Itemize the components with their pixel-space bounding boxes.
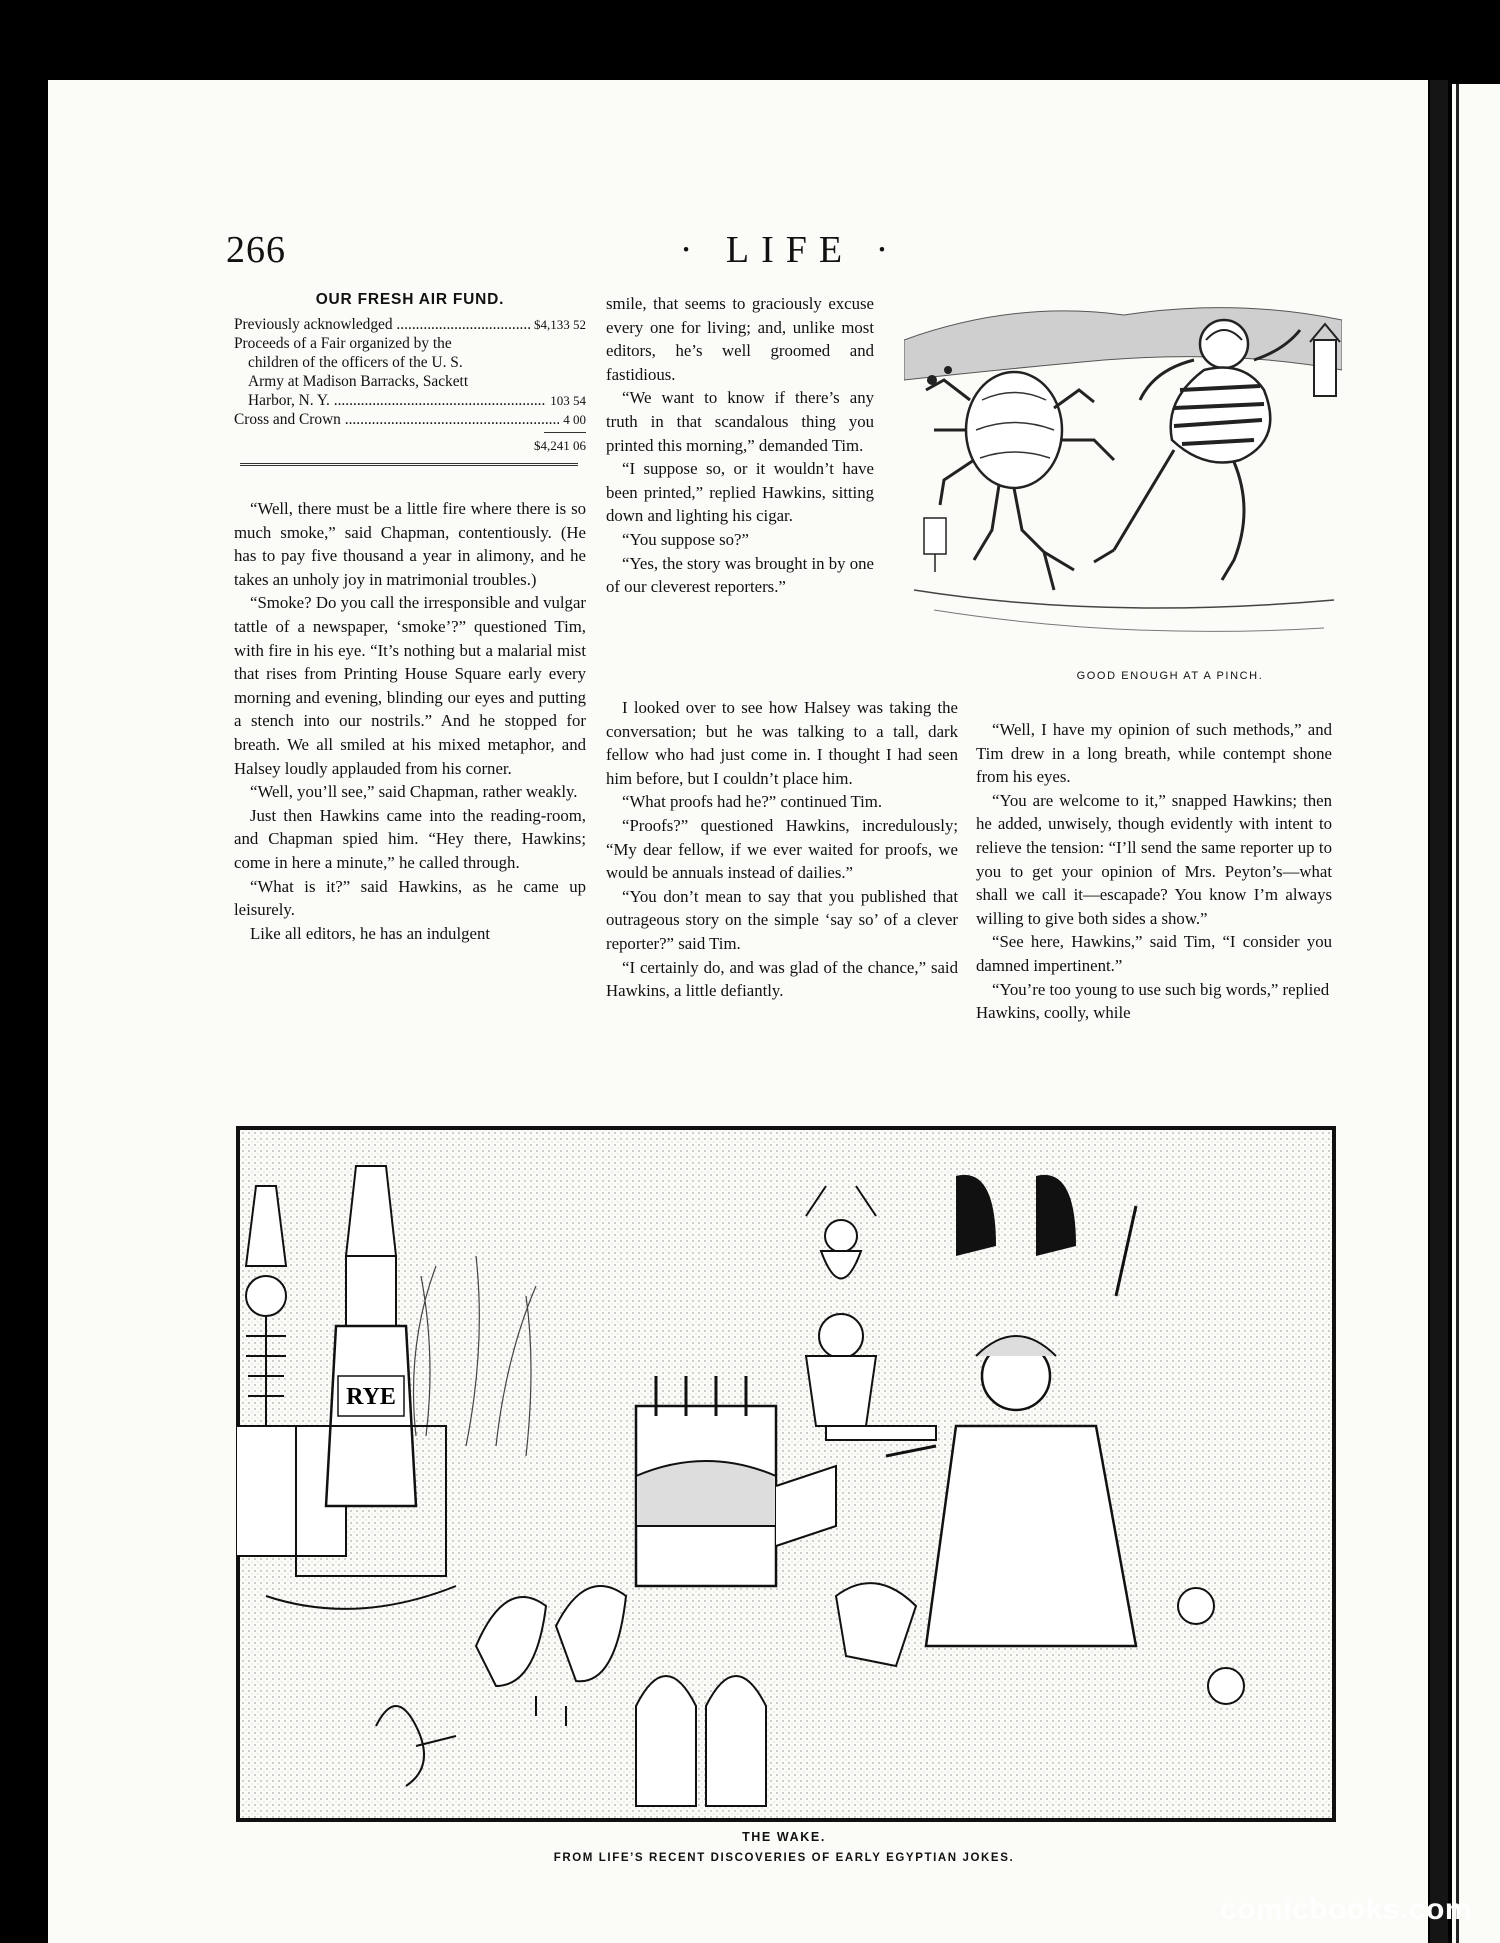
paragraph: “We want to know if there’s any truth in that scandalous thing you printed this morning,” demanded Tim. <box>606 388 874 455</box>
paragraph: “Well, there must be a little fire where there is so much smoke,” said Chapman, contentiously. (He has to pay five thousand a year in alimony, and he takes an unholy joy in matrimonial troubles.) <box>234 499 586 589</box>
paragraph: smile, that seems to graciously excuse every one for living; and, unlike most editors, he’s well groomed and fastidious. <box>606 294 874 384</box>
bottle-label: RYE <box>346 1384 396 1410</box>
bottom-illustration-caption: THE WAKE. <box>742 1830 826 1844</box>
paragraph: “See here, Hawkins,” said Tim, “I consider you damned impertinent.” <box>976 932 1332 975</box>
crab <box>926 366 1114 590</box>
paragraph: I looked over to see how Halsey was taking the conversation; but he was talking to a tall, dark fellow who had just come in. I thought I had seen him before, but I couldn’t place him. <box>606 698 958 788</box>
fund-row <box>234 410 586 429</box>
fund-row-label: Previously acknowledged ..... <box>234 315 530 334</box>
paragraph: Like all editors, he has an indulgent <box>250 923 491 943</box>
fund-row-label: Proceeds of a Fair organized by the <box>234 335 452 352</box>
paragraph: “Well, I have my opinion of such methods,” and Tim drew in a long breath, while contempt shone from his eyes. <box>976 720 1332 787</box>
fund-row <box>234 372 586 391</box>
text-column-3 <box>976 718 1332 1025</box>
fund-title: OUR FRESH AIR FUND. <box>315 291 505 308</box>
top-illustration-caption: GOOD ENOUGH AT A PINCH. <box>1076 670 1264 682</box>
paragraph: Just then Hawkins came into the reading-room, and Chapman spied him. “Hey there, Hawkins; come in here a minute,” he called through. <box>234 805 586 872</box>
paragraph: “Well, you’ll see,” said Chapman, rather weakly. <box>250 782 578 802</box>
double-rule <box>240 463 578 466</box>
text-column-2-lower <box>606 696 958 1003</box>
bottom-illustration-subcaption: FROM LIFE’S RECENT DISCOVERIES OF EARLY EGYPTIAN JOKES. <box>553 1852 1015 1864</box>
fund-row <box>234 334 586 353</box>
fund-row-label: Harbor, N. Y. ..... <box>248 391 546 410</box>
fund-row-label: Cross and Crown ..... <box>234 410 559 429</box>
paragraph: “I suppose so, or it wouldn’t have been printed,” replied Hawkins, sitting down and lighting his cigar. <box>606 459 874 526</box>
paragraph: “You’re too young to use such big words,” replied Hawkins, coolly, while <box>976 979 1330 1023</box>
fund-row-amount: 4 00 <box>563 412 586 427</box>
paragraph: “What is it?” said Hawkins, as he came up leisurely. <box>234 876 586 920</box>
paragraph: “I certainly do, and was glad of the chance,” said Hawkins, a little defiantly. <box>606 957 958 1001</box>
paragraph: “You don’t mean to say that you published that outrageous story on the simple ‘say so’ of a clever reporter?” said Tim. <box>606 886 958 953</box>
fund-row-amount: 103 54 <box>550 393 586 408</box>
sum-rule <box>544 432 586 433</box>
paragraph: “Smoke? Do you call the irresponsible and vulgar tattle of a newspaper, ‘smoke’?” questioned Tim, with fire in his eye. “It’s nothing but a malarial mist that rises from Printing House Square early every morning and evening, blinding our eyes and putting a stench into our nostrils.” And he stopped for breath. We all smiled at his mixed metaphor, and Halsey loudly applauded from his corner. <box>234 593 586 778</box>
paragraph: “You suppose so?” <box>622 529 749 549</box>
fund-row-label: children of the officers of the U. S. <box>248 354 463 371</box>
sign-post <box>924 518 946 572</box>
fresh-air-fund-table <box>234 290 586 466</box>
fund-row <box>234 391 586 410</box>
crab-bather-illustration <box>904 290 1342 648</box>
fund-row <box>234 315 586 334</box>
page-number: 266 <box>226 229 286 271</box>
paragraph: “You are welcome to it,” snapped Hawkins; then he added, unwisely, though evidently with intent to relieve the tension: “I’ll send the same reporter up to you to get your opinion of Mrs. Peyton’s—what shall we call it—escapade? You know I’m always willing to give both sides a show.” <box>976 790 1332 928</box>
masthead: · LIFE · <box>679 229 901 271</box>
paragraph: “Yes, the story was brought in by one of our cleverest reporters.” <box>606 553 874 597</box>
fund-row-label: Army at Madison Barracks, Sackett <box>248 373 469 390</box>
fund-row <box>234 353 586 372</box>
paragraph: “What proofs had he?” continued Tim. <box>622 792 883 812</box>
wake-illustration <box>236 1126 1336 1822</box>
adjacent-page-edge <box>1452 84 1500 1943</box>
site-watermark: comicbooks.com <box>1219 1893 1472 1926</box>
text-column-1 <box>234 497 586 945</box>
paragraph: “Proofs?” questioned Hawkins, incredulously; “My dear fellow, if we ever waited for proofs, we would be annuals instead of dailies.” <box>606 815 958 883</box>
fund-row-amount: $4,133 52 <box>534 317 586 332</box>
book-spine <box>1430 80 1448 1943</box>
fund-total: $4,241 06 <box>534 438 586 453</box>
